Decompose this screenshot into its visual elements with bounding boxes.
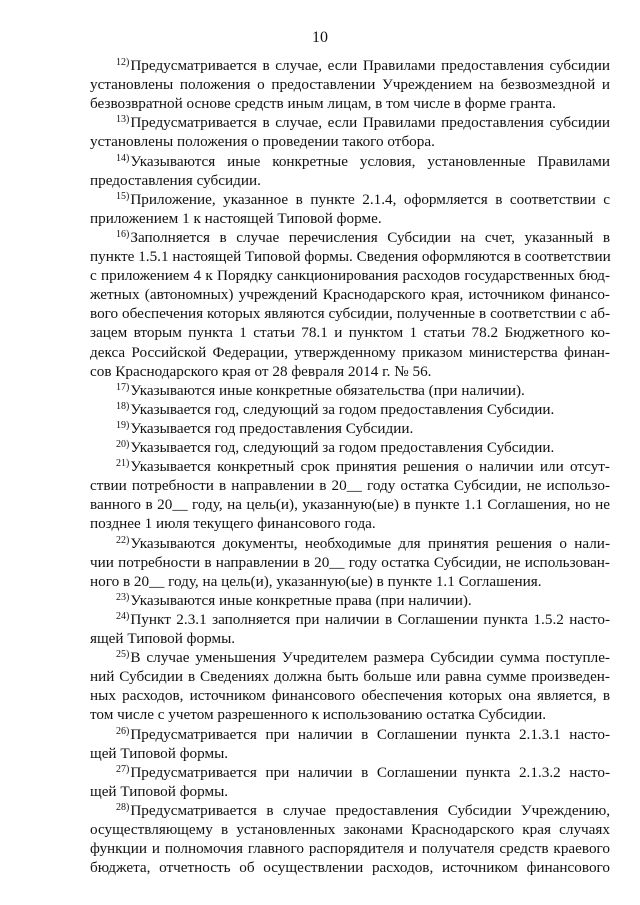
footnote-text: ствии потребности в направлении в 20__ году остатка Субсидии, не использо- bbox=[90, 477, 610, 495]
footnote-line bbox=[90, 705, 610, 724]
footnote-text: Указывается год предоставления Субсидии. bbox=[130, 419, 414, 437]
footnote-line bbox=[116, 534, 610, 553]
footnote-marker: 23) bbox=[116, 591, 130, 603]
footnote-text: с приложением 4 к Порядку санкционирования расходов государственных бюд- bbox=[90, 267, 610, 285]
footnote-text: Указываются документы, необходимые для принятия решения о нали- bbox=[130, 534, 610, 552]
footnote-text: Предусматривается при наличии в Соглашении пункта 2.1.3.2 насто- bbox=[130, 763, 610, 781]
footnote-text: Указываются иные конкретные условия, установленные Правилами bbox=[130, 152, 610, 170]
footnote-marker: 16) bbox=[116, 228, 130, 240]
footnote-marker: 19) bbox=[116, 419, 130, 431]
footnote-text: Указывается конкретный срок принятия решения о наличии или отсут- bbox=[130, 458, 610, 476]
footnote-text: В случае уменьшения Учредителем размера Субсидии сумма поступле- bbox=[130, 649, 610, 667]
footnote-line bbox=[90, 362, 610, 381]
footnote-line bbox=[116, 457, 610, 476]
footnote-marker: 12) bbox=[116, 57, 130, 68]
footnote-text: безвозвратной основе средств иным лицам, в том числе в форме гранта. bbox=[90, 95, 556, 113]
footnote-line bbox=[90, 667, 610, 686]
footnote-line bbox=[90, 744, 610, 763]
footnote-text: щей Типовой формы. bbox=[90, 744, 229, 762]
footnote-line bbox=[90, 514, 610, 533]
footnote-line bbox=[116, 438, 610, 457]
footnote-marker: 13) bbox=[116, 114, 130, 126]
footnote-text: Указываются иные конкретные обязательства (при наличии). bbox=[130, 381, 525, 399]
footnote-line bbox=[116, 152, 610, 171]
footnote-text: Заполняется в случае перечисления Субсидии на счет, указанный в bbox=[130, 228, 610, 246]
footnote-line bbox=[90, 247, 610, 266]
footnote-line bbox=[90, 132, 610, 151]
footnote-marker: 15) bbox=[116, 190, 130, 202]
footnote-text: вого обеспечения которых являются субсидии, полученные в соответствии с аб- bbox=[90, 305, 610, 323]
footnote-marker: 18) bbox=[116, 400, 130, 412]
footnote-line bbox=[90, 285, 610, 304]
footnote-text: установлены положения о проведении такого отбора. bbox=[90, 133, 435, 151]
footnote-text: Приложение, указанное в пункте 2.1.4, оформляется в соответствии с bbox=[130, 190, 610, 208]
footnote-text: декса Российской Федерации, утвержденному приказом министерства финан- bbox=[90, 343, 610, 361]
footnote-text: пункте 1.5.1 настоящей Типовой формы. Сведения оформляются в соответствии bbox=[90, 248, 611, 265]
footnote-line bbox=[116, 381, 610, 400]
footnote-marker: 14) bbox=[116, 152, 130, 164]
footnote-line bbox=[90, 323, 610, 342]
footnote-line bbox=[90, 343, 610, 362]
footnote-line bbox=[116, 419, 610, 438]
footnote-line bbox=[116, 591, 610, 610]
footnote-marker: 28) bbox=[116, 801, 130, 813]
footnote-text: позднее 1 июля текущего финансового года. bbox=[90, 515, 376, 533]
footnote-line bbox=[116, 400, 610, 419]
footnote-line bbox=[116, 190, 610, 209]
footnote-text: ний Субсидии в Сведениях должна быть больше или равна сумме произведен- bbox=[90, 668, 610, 686]
footnote-text: том числе с учетом разрешенного к использованию остатка Субсидии. bbox=[90, 706, 547, 724]
footnote-line bbox=[90, 820, 610, 839]
footnote-text: осуществляющему в установленных законами Краснодарского края случаях bbox=[90, 821, 610, 838]
footnote-marker: 22) bbox=[116, 534, 130, 546]
footnote-line bbox=[116, 725, 610, 744]
footnote-line bbox=[90, 495, 610, 514]
footnote-line bbox=[90, 171, 610, 190]
footnote-line bbox=[90, 476, 610, 495]
footnote-line bbox=[116, 113, 610, 132]
footnote-marker: 26) bbox=[116, 725, 130, 737]
footnote-line bbox=[90, 572, 610, 591]
footnote-text: ванного в 20__ году, на цель(и), указанную(ые) в пункте 1.1 Соглашения, но не bbox=[90, 496, 610, 514]
footnote-line bbox=[90, 858, 610, 877]
footnote-text: ящей Типовой формы. bbox=[90, 630, 236, 647]
footnote-line bbox=[90, 629, 610, 648]
footnote-text: Предусматривается в случае предоставления Субсидии Учреждению, bbox=[130, 801, 610, 819]
footnote-line bbox=[116, 648, 610, 667]
page-number: 10 bbox=[312, 29, 328, 46]
footnote-line bbox=[90, 839, 610, 858]
footnote-text: жетных (автономных) учреждений Краснодарского края, источником финансо- bbox=[90, 286, 610, 304]
footnote-text: Предусматривается в случае, если Правилами предоставления субсидии bbox=[130, 114, 610, 132]
footnote-text: сов Краснодарского края от 28 февраля 2014 г. № 56. bbox=[90, 362, 432, 380]
footnote-text: функции и полномочия главного распорядителя и получателя средств краевого bbox=[90, 840, 610, 858]
footnote-line bbox=[90, 553, 610, 572]
footnote-line bbox=[116, 610, 610, 629]
footnote-text: установлены положения о предоставлении Учреждением на безвозмездной и bbox=[90, 76, 610, 94]
footnote-text: ных расходов, источником финансового обеспечения которых она является, в bbox=[90, 687, 610, 705]
footnote-line bbox=[116, 763, 610, 782]
footnote-line bbox=[90, 75, 610, 94]
footnote-marker: 27) bbox=[116, 763, 130, 775]
footnote-text: Указывается год, следующий за годом предоставления Субсидии. bbox=[130, 400, 555, 418]
footnote-text: щей Типовой формы. bbox=[90, 782, 229, 800]
footnote-text: бюджета, отчетность об осуществлении расходов, источником финансового bbox=[90, 859, 610, 877]
footnote-marker: 17) bbox=[116, 381, 130, 393]
footnote-line bbox=[90, 94, 610, 113]
footnote-line bbox=[90, 782, 610, 801]
footnote-text: Указываются иные конкретные права (при наличии). bbox=[130, 591, 472, 609]
footnote-text: Предусматривается в случае, если Правилами предоставления субсидии bbox=[130, 57, 610, 74]
footnote-line bbox=[116, 801, 610, 820]
footnote-line bbox=[116, 56, 610, 75]
footnote-text: предоставления субсидии. bbox=[90, 171, 261, 189]
footnote-line bbox=[90, 304, 610, 323]
footnote-marker: 20) bbox=[116, 439, 130, 450]
footnote-text: чии потребности в направлении в 20__ году остатка Субсидии, не использован- bbox=[90, 553, 610, 571]
footnote-line bbox=[116, 228, 610, 247]
footnote-line bbox=[90, 266, 610, 285]
footnote-line bbox=[90, 209, 610, 228]
footnote-line bbox=[90, 686, 610, 705]
footnote-text: ного в 20__ году, на цель(и), указанную(ые) в пункте 1.1 Соглашения. bbox=[90, 572, 542, 590]
footnote-marker: 21) bbox=[116, 458, 130, 470]
footnote-text: Указывается год, следующий за годом предоставления Субсидии. bbox=[130, 439, 555, 456]
footnote-text: приложением 1 к настоящей Типовой форме. bbox=[90, 209, 382, 227]
footnote-text: Пункт 2.3.1 заполняется при наличии в Соглашении пункта 1.5.2 насто- bbox=[130, 610, 610, 628]
footnote-text: Предусматривается при наличии в Соглашении пункта 2.1.3.1 насто- bbox=[130, 725, 610, 743]
footnote-marker: 24) bbox=[116, 610, 130, 622]
footnote-text: зацем вторым пункта 1 статьи 78.1 и пунктом 1 статьи 78.2 Бюджетного ко- bbox=[90, 324, 610, 342]
footnote-marker: 25) bbox=[116, 649, 130, 661]
